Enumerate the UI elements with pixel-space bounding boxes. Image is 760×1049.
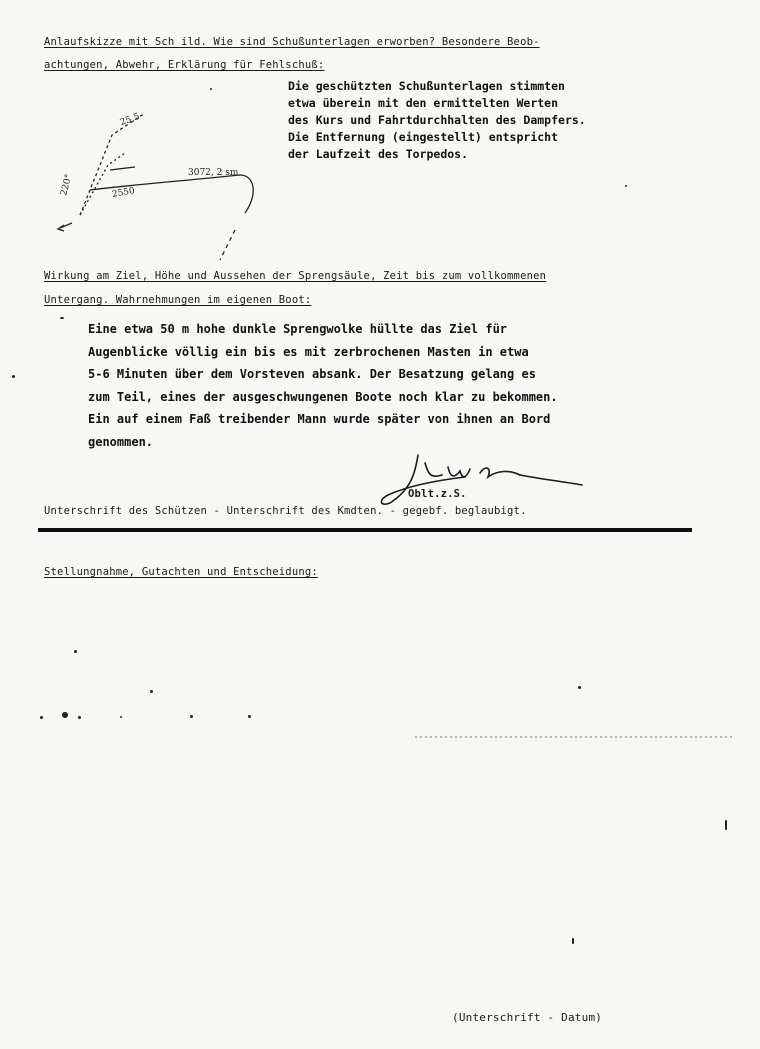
body-line: Eine etwa 50 m hohe dunkle Sprengwolke hüllte das Ziel für — [88, 322, 508, 336]
body-line: 5-6 Minuten über dem Vorsteven absank. Der Besatzung gelang es — [88, 367, 536, 381]
section2-body — [88, 318, 558, 453]
scan-speck — [248, 715, 251, 718]
scan-speck — [150, 690, 153, 693]
scan-speck — [60, 317, 64, 319]
section2-heading-line1: Wirkung am Ziel, Höhe und Aussehen der Sprengsäule, Zeit bis zum vollkommenen — [44, 270, 547, 282]
answer-line: der Laufzeit des Torpedos. — [288, 147, 469, 161]
scan-speck — [190, 715, 193, 718]
scan-speck — [210, 88, 212, 90]
scan-speck — [12, 375, 15, 378]
scan-speck — [572, 938, 574, 944]
section1-answer — [288, 78, 586, 163]
answer-line: des Kurs und Fahrtdurchhalten des Dampfers. — [288, 113, 586, 127]
section1-heading-line1: Anlaufskizze mit Sch ild. Wie sind Schußunterlagen erworben? Besondere Beob- — [44, 36, 540, 48]
sketch-label-a: 25,5 — [118, 111, 142, 129]
sketch-label-b: 3072, 2 sm — [188, 168, 239, 178]
answer-line: Die geschützten Schußunterlagen stimmten — [288, 79, 565, 93]
body-line: zum Teil, eines der ausgeschwungenen Boote noch klar zu bekommen. — [88, 389, 558, 404]
scan-speck — [120, 716, 122, 718]
section3-heading: Stellungnahme, Gutachten und Entscheidung: — [44, 566, 318, 578]
sketch-label-d: 220° — [59, 173, 75, 197]
scan-speck — [74, 650, 77, 653]
body-line: Ein auf einem Faß treibender Mann wurde später von ihnen an Bord — [88, 412, 551, 426]
signature-rank: Oblt.z.S. — [408, 488, 467, 500]
signature-line: Unterschrift des Schützen - Unterschrift des Kmdten. - gegebf. beglaubigt. — [44, 505, 527, 517]
body-line: genommen. — [88, 434, 154, 449]
faint-dotted-line — [415, 735, 735, 739]
scan-speck — [78, 716, 81, 719]
scan-speck — [625, 185, 627, 187]
scan-speck — [725, 820, 727, 830]
section2-heading-line2: Untergang. Wahrnehmungen im eigenen Boot: — [44, 294, 312, 306]
section1-heading-line2: achtungen, Abwehr, Erklärung für Fehlschuß: — [44, 59, 325, 71]
scan-speck — [40, 716, 43, 719]
answer-line: Die Entfernung (eingestellt) entspricht — [288, 130, 559, 144]
approach-sketch — [50, 95, 290, 245]
signature-date-footer: (Unterschrift - Datum) — [452, 1011, 603, 1024]
answer-line: etwa überein mit den ermittelten Werten — [288, 96, 559, 110]
scan-speck — [62, 712, 68, 718]
body-line: Augenblicke völlig ein bis es mit zerbrochenen Masten in etwa — [88, 344, 529, 359]
scan-speck — [578, 686, 581, 689]
section-divider — [38, 528, 692, 532]
sketch-label-c: 2550 — [111, 186, 136, 200]
